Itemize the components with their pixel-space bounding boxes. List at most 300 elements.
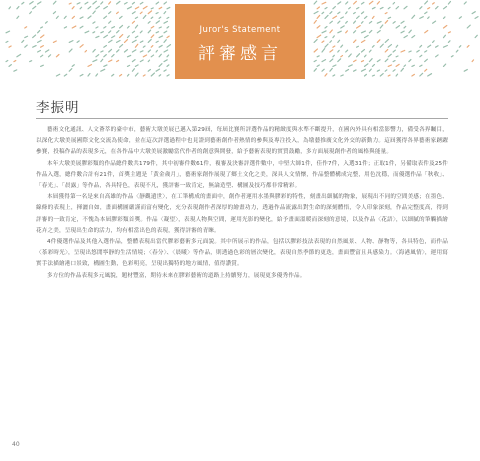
- pattern-dash: [164, 2, 166, 4]
- pattern-dash: [448, 2, 450, 4]
- pattern-dash: [140, 31, 142, 33]
- pattern-dash: [64, 74, 66, 76]
- pattern-dash: [88, 74, 90, 76]
- paragraph: 4件優選作品及其他入選作品，整體表現出當代膠彩藝術多元面貌。其中所展示的作品，包括以膠彩技法表現的自然風景、人物、靜物等，各具特色，而作品〈茶彩時光〉，呈現出悠閒寧靜的生活情境；〈春分〉、〈晨曦〉等作品，則透過色彩的層次變化，表現自然季節的更迭，畫面豐富且具感染力。〈海港風情〉，運用寫實手法描繪港口景致，構圖生動，色彩明亮，呈現出獨特的地方風情，值得讚賞。: [36, 239, 448, 268]
- pattern-dash: [369, 30, 371, 32]
- pattern-dash: [369, 50, 371, 52]
- pattern-dash: [109, 49, 112, 52]
- pattern-dash: [322, 31, 326, 33]
- pattern-dash: [125, 40, 128, 43]
- pattern-dash: [109, 31, 111, 33]
- pattern-dash: [362, 12, 364, 14]
- pattern-dash: [41, 27, 43, 28]
- pattern-dash: [404, 36, 407, 38]
- pattern-dash: [472, 12, 475, 14]
- pattern-dash: [393, 50, 395, 52]
- pattern-dash: [436, 6, 438, 8]
- pattern-dash: [425, 12, 427, 14]
- pattern-dash: [156, 50, 157, 52]
- pattern-dash: [120, 16, 122, 18]
- pattern-dash: [420, 65, 422, 66]
- pattern-dash: [69, 69, 72, 72]
- pattern-dash: [148, 30, 150, 33]
- pattern-dash: [56, 16, 58, 18]
- pattern-dash: [325, 15, 328, 18]
- pattern-dash: [167, 17, 169, 18]
- pattern-dash: [140, 2, 143, 4]
- pattern-dash: [72, 65, 74, 67]
- pattern-dash: [135, 73, 138, 76]
- pattern-dash: [93, 60, 97, 62]
- pattern-dash: [17, 7, 19, 9]
- pattern-dash: [448, 32, 450, 33]
- pattern-dash: [322, 49, 325, 52]
- pattern-dash: [104, 16, 107, 18]
- pattern-dash: [388, 17, 390, 18]
- pattern-dash: [362, 2, 364, 4]
- pattern-dash: [396, 64, 399, 66]
- pattern-dash: [396, 45, 398, 47]
- pattern-dash: [338, 12, 340, 13]
- pattern-dash: [401, 21, 404, 23]
- pattern-dash: [412, 36, 415, 38]
- pattern-dash: [322, 12, 324, 13]
- pattern-dash: [9, 7, 10, 9]
- pattern-dash: [341, 45, 343, 47]
- pattern-dash: [132, 31, 134, 33]
- pattern-dash: [388, 45, 391, 48]
- pattern-dash: [396, 74, 397, 76]
- pattern-dash: [338, 31, 341, 33]
- pattern-dash: [143, 75, 145, 76]
- pattern-dash: [156, 41, 158, 42]
- pattern-dash: [17, 54, 21, 56]
- pattern-dash: [314, 11, 318, 13]
- pattern-dash: [88, 7, 91, 9]
- pattern-dash: [93, 1, 96, 4]
- pattern-dash: [425, 59, 428, 61]
- pattern-dash: [357, 7, 359, 8]
- pattern-dash: [377, 31, 380, 33]
- pattern-dash: [459, 17, 461, 19]
- pattern-dash: [151, 55, 153, 57]
- pattern-dash: [412, 15, 415, 18]
- pattern-dash: [164, 70, 166, 71]
- pattern-dash: [314, 1, 317, 4]
- pattern-dash: [80, 7, 82, 9]
- pattern-dash: [159, 54, 161, 57]
- pattern-dash: [317, 65, 319, 66]
- pattern-dash: [30, 2, 33, 4]
- pattern-dash: [377, 2, 379, 4]
- page-number: 40: [12, 441, 20, 448]
- pattern-dash: [330, 21, 332, 23]
- pattern-dash: [357, 26, 361, 28]
- pattern-dash: [104, 55, 106, 57]
- pattern-dash: [425, 69, 427, 71]
- pattern-dash: [128, 7, 132, 9]
- pattern-dash: [151, 73, 154, 76]
- pattern-dash: [164, 31, 167, 33]
- pattern-dash: [53, 12, 55, 14]
- pattern-dash: [96, 27, 98, 28]
- pattern-dash: [341, 17, 344, 18]
- pattern-dash: [117, 1, 120, 4]
- pattern-dash: [346, 70, 349, 72]
- pattern-dash: [317, 35, 321, 38]
- pattern-dash: [148, 22, 150, 24]
- pattern-dash: [64, 27, 66, 28]
- pattern-dash: [101, 51, 103, 52]
- pattern-dash: [372, 64, 374, 66]
- pattern-dash: [93, 32, 95, 33]
- pattern-dash: [159, 17, 161, 18]
- pattern-dash: [365, 55, 367, 57]
- pattern-dash: [33, 46, 36, 48]
- paragraph: 多方位的作品表現多元風貌，題材豐富，期待未來在膠彩藝術的道路上持續努力，展現更多優秀作品。: [47, 272, 306, 279]
- pattern-dash: [341, 26, 344, 28]
- pattern-dash: [135, 36, 137, 37]
- pattern-dash: [372, 46, 374, 48]
- pattern-dash: [372, 75, 374, 76]
- pattern-dash: [120, 74, 122, 76]
- pattern-dash: [156, 69, 159, 71]
- pattern-dash: [425, 51, 427, 52]
- pattern-dash: [120, 34, 123, 37]
- pattern-dash: [464, 70, 467, 72]
- pattern-dash: [159, 7, 162, 8]
- pattern-dash: [125, 50, 128, 52]
- pattern-dash: [77, 41, 79, 43]
- pattern-dash: [148, 50, 150, 52]
- pattern-dash: [49, 55, 51, 57]
- pattern-dash: [120, 25, 123, 28]
- pattern-dash: [467, 25, 470, 28]
- pattern-dash: [38, 50, 41, 52]
- pattern-dash: [314, 40, 317, 43]
- pattern-dash: [354, 31, 356, 33]
- pattern-dash: [349, 54, 352, 57]
- pattern-dash: [135, 17, 137, 18]
- pattern-dash: [132, 69, 134, 71]
- pattern-dash: [333, 65, 336, 66]
- pattern-dash: [401, 31, 404, 33]
- pattern-dash: [143, 6, 147, 8]
- pattern-dash: [140, 60, 143, 62]
- pattern-dash: [159, 27, 161, 28]
- pattern-dash: [25, 45, 27, 47]
- pattern-dash: [362, 22, 363, 24]
- pattern-dash: [425, 1, 428, 4]
- pattern-dash: [69, 49, 72, 52]
- pattern-dash: [433, 41, 435, 43]
- pattern-dash: [14, 61, 16, 62]
- pattern-dash: [388, 65, 391, 66]
- pattern-dash: [377, 60, 380, 62]
- pattern-dash: [412, 65, 414, 66]
- pattern-dash: [104, 65, 107, 66]
- pattern-dash: [38, 40, 42, 42]
- pattern-dash: [362, 31, 366, 33]
- pattern-dash: [112, 74, 114, 76]
- pattern-dash: [330, 12, 332, 14]
- pattern-dash: [444, 35, 446, 37]
- pattern-dash: [6, 61, 8, 62]
- divider: [36, 118, 448, 119]
- pattern-dash: [109, 2, 111, 4]
- pattern-dash: [456, 50, 458, 52]
- pattern-dash: [135, 44, 137, 47]
- pattern-dash: [385, 21, 387, 24]
- pattern-dash: [404, 26, 406, 28]
- pattern-dash: [56, 74, 59, 76]
- pattern-dash: [409, 30, 411, 33]
- juror-name: 李振明: [36, 100, 80, 116]
- pattern-dash: [317, 56, 319, 57]
- pattern-dash: [354, 40, 356, 42]
- pattern-dash: [104, 45, 107, 47]
- pattern-dash: [385, 13, 387, 14]
- pattern-dash: [369, 59, 372, 62]
- pattern-dash: [409, 60, 411, 62]
- pattern-dash: [164, 60, 167, 62]
- pattern-dash: [159, 36, 162, 38]
- pattern-dash: [354, 12, 356, 13]
- pattern-dash: [412, 74, 414, 76]
- pattern-dash: [167, 27, 169, 28]
- pattern-dash: [330, 30, 332, 33]
- pattern-dash: [41, 35, 44, 38]
- pattern-dash: [53, 1, 56, 4]
- pattern-dash: [143, 55, 146, 57]
- pattern-dash: [164, 12, 166, 14]
- pattern-dash: [41, 65, 44, 66]
- pattern-dash: [365, 74, 367, 76]
- pattern-dash: [409, 51, 411, 52]
- pattern-dash: [317, 7, 319, 9]
- pattern-dash: [322, 60, 326, 62]
- page-title: 評審感言: [198, 44, 282, 64]
- pattern-dash: [41, 46, 44, 48]
- pattern-dash: [46, 22, 48, 24]
- pattern-dash: [420, 73, 423, 76]
- pattern-dash: [167, 55, 169, 57]
- pattern-dash: [72, 16, 74, 18]
- pattern-dash: [372, 7, 375, 8]
- pattern-dash: [140, 41, 143, 42]
- pattern-dash: [330, 41, 332, 43]
- pattern-dash: [9, 46, 11, 47]
- pattern-dash: [385, 70, 387, 71]
- pattern-dash: [128, 26, 130, 28]
- pattern-dash: [148, 39, 151, 42]
- pattern-dash: [444, 64, 446, 66]
- pattern-dash: [354, 21, 356, 23]
- pattern-dash: [362, 61, 364, 62]
- pattern-dash: [388, 54, 391, 57]
- pattern-dash: [9, 65, 11, 67]
- pattern-dash: [338, 50, 339, 52]
- pattern-dash: [46, 50, 49, 52]
- pattern-dash: [33, 6, 36, 8]
- pattern-dash: [85, 2, 88, 4]
- pattern-dash: [420, 55, 422, 57]
- pattern-dash: [365, 35, 369, 37]
- pattern-dash: [164, 50, 168, 52]
- pattern-dash: [420, 17, 423, 19]
- pattern-dash: [101, 2, 103, 4]
- pattern-dash: [436, 55, 438, 57]
- pattern-dash: [377, 40, 380, 43]
- pattern-dash: [151, 26, 154, 28]
- pattern-dash: [444, 46, 448, 48]
- pattern-dash: [349, 7, 351, 8]
- pattern-dash: [330, 50, 333, 52]
- pattern-dash: [362, 40, 365, 42]
- pattern-dash: [436, 46, 438, 47]
- pattern-dash: [77, 3, 80, 4]
- pattern-dash: [69, 3, 71, 4]
- pattern-dash: [132, 12, 135, 14]
- pattern-dash: [314, 69, 316, 72]
- pattern-dash: [167, 36, 169, 37]
- pattern-dash: [30, 12, 32, 14]
- banner-subtitle: Juror's Statement: [199, 25, 281, 35]
- pattern-dash: [17, 16, 19, 18]
- pattern-dash: [80, 26, 83, 28]
- pattern-dash: [80, 45, 83, 48]
- pattern-dash: [444, 6, 447, 8]
- pattern-dash: [109, 40, 112, 42]
- pattern-dash: [380, 25, 382, 28]
- pattern-dash: [6, 41, 8, 42]
- pattern-dash: [322, 69, 324, 71]
- pattern-dash: [377, 70, 379, 71]
- pattern-dash: [164, 40, 166, 43]
- pattern-dash: [404, 65, 405, 66]
- pattern-dash: [125, 3, 128, 4]
- pattern-dash: [393, 22, 395, 24]
- pattern-dash: [72, 7, 74, 9]
- pattern-dash: [128, 65, 130, 66]
- pattern-dash: [112, 27, 115, 28]
- pattern-dash: [6, 31, 10, 33]
- pattern-dash: [333, 55, 334, 57]
- pattern-dash: [85, 31, 89, 33]
- pattern-dash: [385, 39, 388, 42]
- pattern-dash: [56, 55, 59, 57]
- pattern-dash: [167, 45, 170, 48]
- pattern-dash: [357, 46, 359, 47]
- pattern-dash: [388, 75, 390, 76]
- pattern-dash: [109, 60, 112, 62]
- pattern-dash: [96, 6, 99, 9]
- pattern-dash: [338, 40, 340, 42]
- pattern-dash: [167, 75, 169, 76]
- pattern-dash: [365, 16, 367, 18]
- pattern-dash: [362, 69, 366, 71]
- pattern-dash: [467, 45, 469, 47]
- pattern-dash: [354, 60, 356, 61]
- pattern-dash: [135, 65, 138, 67]
- pattern-dash: [151, 35, 154, 38]
- pattern-dash: [330, 68, 332, 71]
- pattern-dash: [88, 65, 92, 67]
- pattern-dash: [346, 50, 348, 52]
- pattern-dash: [96, 74, 98, 76]
- pattern-dash: [393, 2, 394, 4]
- pattern-dash: [346, 12, 347, 14]
- pattern-dash: [385, 59, 388, 62]
- pattern-dash: [159, 45, 162, 47]
- pattern-dash: [338, 59, 341, 62]
- pattern-dash: [472, 60, 473, 62]
- pattern-dash: [148, 60, 149, 61]
- pattern-dash: [380, 44, 383, 47]
- pattern-dash: [53, 41, 56, 42]
- pattern-dash: [101, 69, 105, 71]
- pattern-dash: [372, 16, 374, 18]
- paragraph: 藝術文化通訊、人文薈萃的臺中市，藝術大墩美展已邁入第29屆，每屆比賽所評選作品的精緻度與水準不斷提升，在國內外具有相當影響力，備受各界矚目，以深化大墩美展國際文化交流為使命，並在這次評選過程中也見證到藝術創作者熱情的參與及專注投入，為墩藝推廣文化外交的新動力。這屆獲得各界藝術家踴躍參賽，投稿作品的表現多元，在各作品中大墩美展激勵當代作者的創意與開發，給予藝術表現的實質鼓勵，多方面展現創作者的風格與能量。: [36, 127, 448, 156]
- pattern-dash: [112, 36, 115, 38]
- pattern-dash: [333, 7, 335, 9]
- pattern-dash: [72, 26, 76, 28]
- pattern-dash: [369, 1, 373, 4]
- pattern-dash: [451, 56, 453, 57]
- pattern-dash: [25, 27, 27, 28]
- pattern-dash: [325, 44, 328, 47]
- pattern-dash: [317, 26, 320, 28]
- pattern-dash: [314, 21, 316, 24]
- paragraph: 本屆獲得第一名是來自高雄的作品〈靜觀遺世〉，在工筆構成的畫面中，創作者運用水墨與膠彩的特性，刻畫出細膩的物象，展現出不同的空間美感；在墨色、線條的表現上，揮灑自如，畫面構圖嚴謹而富有變化，充分表現創作者深厚的繪畫功力，透過作品流露出對生命的深刻體悟，令人印象深刻，作品完整度高，得到評審的一致肯定，不愧為本屆膠彩類首獎。作品〈凝望〉，表現人物與空間，運用光影的變化，給予畫面溫暖而深刻的意境，以及作品〈花語〉，以細膩的筆觸描繪花卉之美，呈現出生命的活力，均有相當出色的表現，獲得評審的青睞。: [36, 194, 448, 234]
- pattern-dash: [156, 21, 159, 23]
- title-banner: [175, 4, 305, 79]
- pattern-dash: [151, 17, 153, 18]
- pattern-dash: [380, 74, 383, 76]
- pattern-dash: [128, 74, 129, 76]
- pattern-dash: [346, 31, 348, 33]
- pattern-dash: [128, 36, 130, 38]
- pattern-dash: [151, 8, 153, 9]
- pattern-dash: [325, 27, 327, 28]
- paragraph: 本年大墩美展膠彩類的作品總件數共179件，其中初審件數61件，複審及決審評選件數中，中堅大師1件，佳作7件，入選31件；正取1件，另備取表件及25件作品入選，總件數合計有21件，首獎主題是「黃金歲月」，藝術家創作展現了鄉土文化之美，深具人文情懷，作品整體構成完整，用色沈穩，而優選作品「秋收」、「春光」、「晨露」等作品，各具特色，表現不凡，獲評審一致肯定，無論造型、構圖及技巧都非常精彩。: [36, 160, 448, 190]
- pattern-dash: [104, 27, 106, 28]
- pattern-dash: [30, 61, 32, 62]
- pattern-dash: [346, 2, 348, 4]
- pattern-dash: [148, 11, 151, 14]
- pattern-dash: [143, 46, 145, 47]
- pattern-dash: [156, 32, 158, 33]
- pattern-dash: [396, 26, 399, 28]
- pattern-dash: [132, 60, 135, 62]
- pattern-dash: [101, 59, 103, 61]
- pattern-dash: [322, 41, 324, 42]
- pattern-dash: [135, 7, 138, 9]
- pattern-dash: [104, 35, 108, 37]
- pattern-dash: [341, 75, 343, 76]
- pattern-dash: [475, 17, 478, 19]
- pattern-dash: [93, 49, 95, 52]
- pattern-dash: [117, 12, 119, 13]
- pattern-dash: [317, 15, 320, 18]
- pattern-dash: [314, 60, 316, 61]
- pattern-dash: [148, 69, 150, 71]
- pattern-dash: [338, 2, 341, 4]
- pattern-dash: [349, 65, 353, 67]
- pattern-dash: [143, 15, 146, 18]
- pattern-dash: [117, 50, 119, 52]
- pattern-dash: [401, 68, 403, 71]
